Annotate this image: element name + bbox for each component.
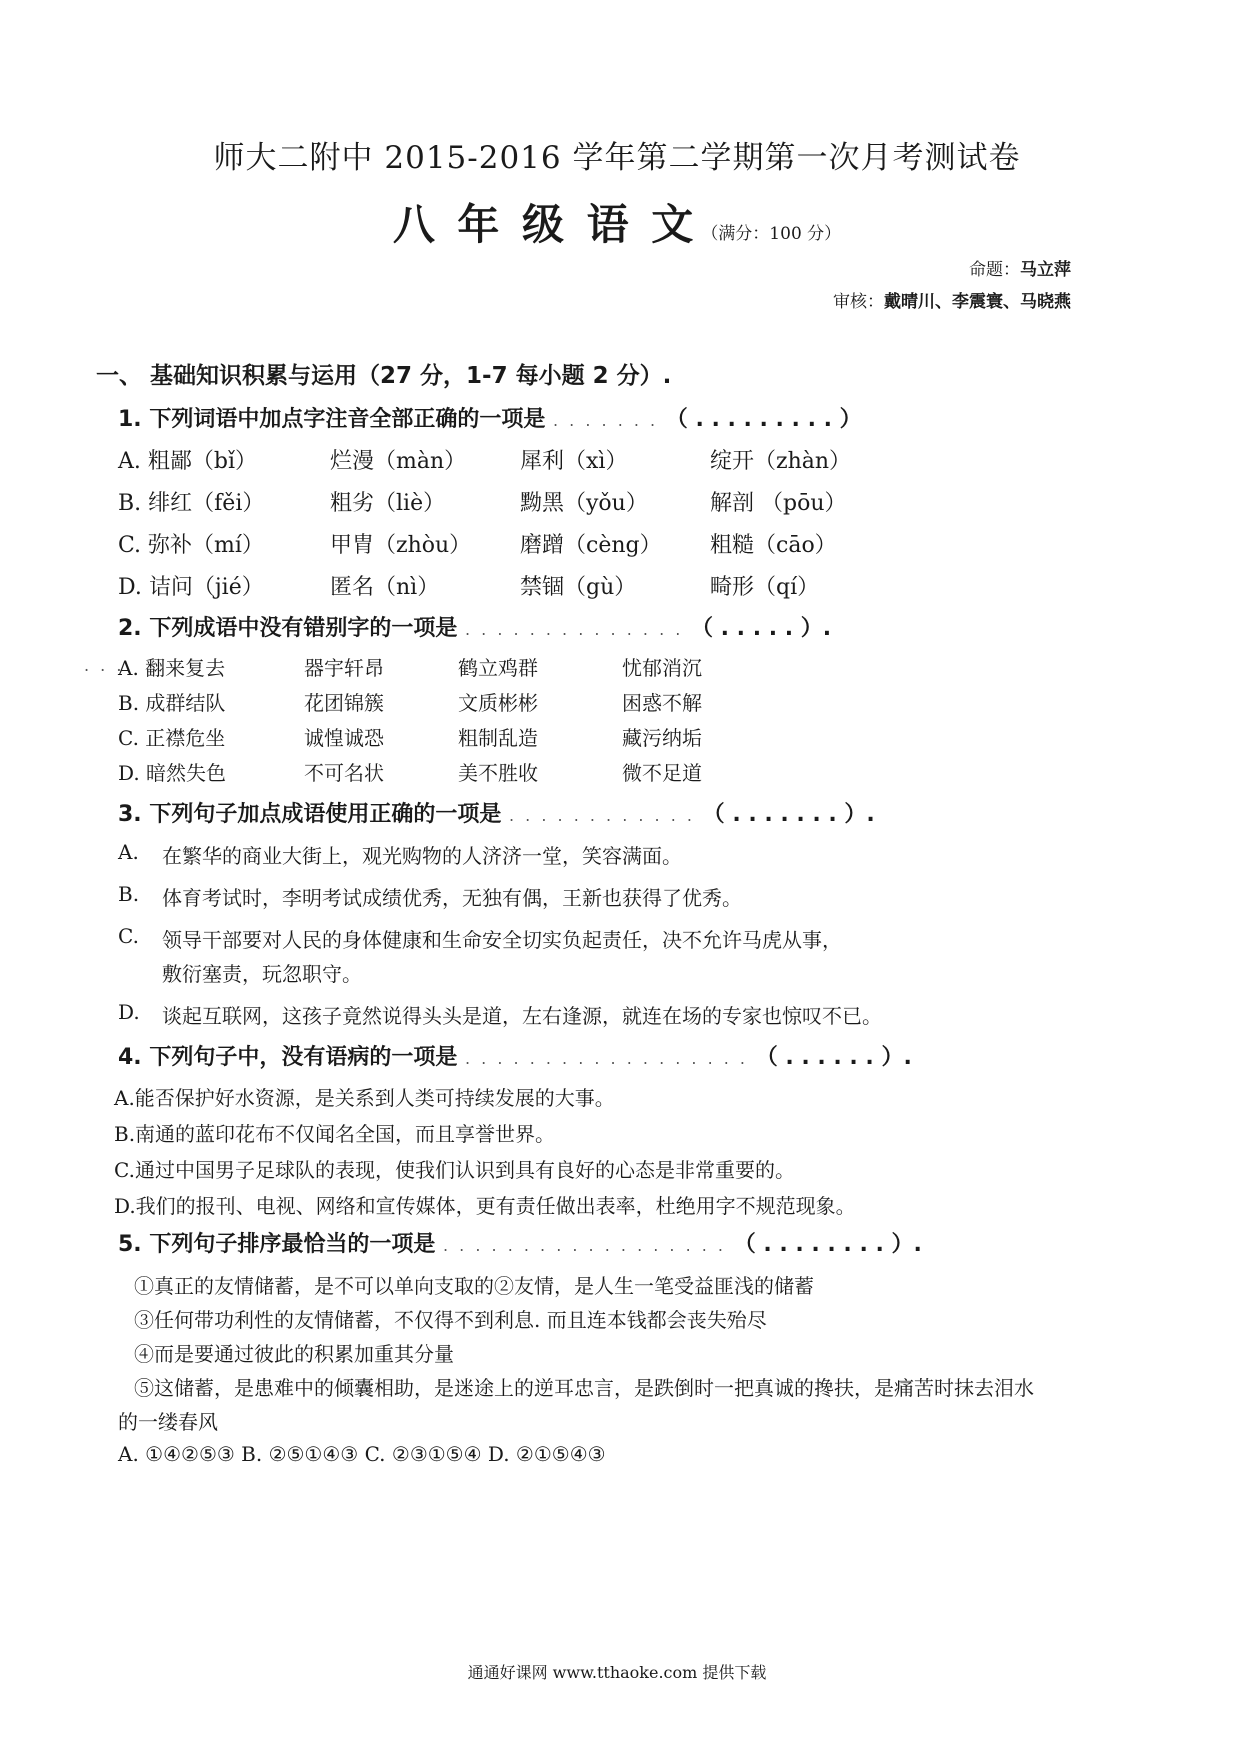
- q2-option: 美不胜收: [458, 761, 538, 785]
- question-4-options: [114, 1082, 1114, 1222]
- question-1-stem: [118, 402, 862, 433]
- q2-option: A. 翻来复去: [118, 656, 226, 680]
- question-4-text: 4. 下列句子中，没有语病的一项是: [118, 1045, 458, 1070]
- question-5-text: 5. 下列句子排序最恰当的一项是: [118, 1232, 436, 1257]
- question-2-stem: [118, 611, 831, 642]
- q3-option-letter: B.: [118, 882, 140, 906]
- question-2-blank: （ . . . . . ）.: [691, 616, 832, 641]
- q1-option: A. 粗鄙（bǐ）: [118, 449, 257, 474]
- reviewer-names: 戴晴川、李震寰、马晓燕: [884, 292, 1071, 312]
- q4-option: C.通过中国男子足球队的表现，使我们认识到具有良好的心态是非常重要的。: [114, 1158, 795, 1182]
- question-3-blank: （ . . . . . . . ）.: [702, 802, 875, 827]
- q4-option: B.南通的蓝印花布不仅闻名全国，而且享誉世界。: [114, 1122, 556, 1146]
- q1-option: D. 诘问（jié）: [118, 575, 264, 600]
- q5-sentence: ④而是要通过彼此的积累加重其分量: [134, 1342, 454, 1366]
- q3-option-letter: C.: [118, 924, 139, 948]
- q3-option-text: 谈起互联网，这孩子竟然说得头头是道，左右逢源，就连在场的专家也惊叹不已。: [162, 1004, 882, 1028]
- q1-option: 畸形（qí）: [710, 575, 820, 600]
- q2-option: 粗制乱造: [458, 726, 538, 750]
- question-4-blank: （ . . . . . . ）.: [755, 1045, 912, 1070]
- question-5-leader: . . . . . . . . . . . . . . . . . .: [443, 1236, 727, 1255]
- question-1-options: [118, 444, 1118, 624]
- question-2-text: 2. 下列成语中没有错别字的一项是: [118, 616, 458, 641]
- q2-option: 不可名状: [304, 761, 384, 785]
- q1-option: 粗劣（liè）: [330, 491, 446, 516]
- q1-option: 粗糙（cāo）: [710, 533, 837, 558]
- q1-option: 黝黑（yǒu）: [520, 491, 648, 516]
- question-1-text: 1. 下列词语中加点字注音全部正确的一项是: [118, 407, 546, 432]
- author-label: 命题：: [969, 260, 1020, 280]
- q2-option: 花团锦簇: [304, 691, 384, 715]
- q5-answer-options: A. ①④②⑤③ B. ②⑤①④③ C. ②③①⑤④ D. ②①⑤④③: [118, 1442, 606, 1466]
- q1-option: 匿名（nì）: [330, 575, 440, 600]
- q2-option: 藏污纳垢: [622, 726, 702, 750]
- question-5-body: [118, 1270, 1118, 1490]
- q3-option-letter: D.: [118, 1000, 140, 1024]
- q2-option: B. 成群结队: [118, 691, 226, 715]
- author-name: 马立萍: [1020, 260, 1071, 280]
- question-5-blank: （ . . . . . . . . ）.: [733, 1232, 922, 1257]
- exam-school-title: 师大二附中 2015-2016 学年第二学期第一次月考测试卷: [213, 140, 1021, 176]
- page-footer: 通通好课网 www.tthaoke.com 提供下载: [467, 1663, 767, 1682]
- score-note: （满分：100 分）: [701, 224, 842, 244]
- q1-option: 犀利（xì）: [520, 449, 628, 474]
- question-2-options: [84, 652, 1084, 792]
- question-5-stem: [118, 1227, 922, 1258]
- q2-option: C. 正襟危坐: [118, 726, 226, 750]
- q3-option-text: 在繁华的商业大街上，观光购物的人济济一堂，笑容满面。: [162, 844, 682, 868]
- question-4-stem: [118, 1040, 912, 1071]
- question-3-text: 3. 下列句子加点成语使用正确的一项是: [118, 802, 502, 827]
- q1-option: 禁锢（gù）: [520, 575, 637, 600]
- q2-option: 鹤立鸡群: [458, 656, 538, 680]
- question-4-leader: . . . . . . . . . . . . . . . . . .: [465, 1049, 749, 1068]
- q3-option-text: 体育考试时，李明考试成绩优秀，无独有偶，王新也获得了优秀。: [162, 886, 742, 910]
- question-1-blank: （ . . . . . . . . . ）: [665, 407, 862, 432]
- q1-option: 甲胄（zhòu）: [330, 533, 472, 558]
- question-1-leader: . . . . . . .: [553, 411, 659, 430]
- q4-option: D.我们的报刊、电视、网络和宣传媒体，更有责任做出表率，杜绝用字不规范现象。: [114, 1194, 856, 1218]
- section-heading: 一、 基础知识积累与运用（27 分，1-7 每小题 2 分）.: [96, 363, 672, 389]
- reviewer-label: 审核：: [833, 292, 884, 312]
- q3-option-text-cont: 敷衍塞责，玩忽职守。: [162, 962, 362, 986]
- author-line: [969, 255, 1071, 280]
- q5-sentence: ③任何带功利性的友情储蓄，不仅得不到利息. 而且连本钱都会丧失殆尽: [134, 1308, 767, 1332]
- exam-main-title: 八 年 级 语 文: [392, 200, 698, 249]
- q1-option: 磨蹭（cèng）: [520, 533, 662, 558]
- q3-option-letter: A.: [118, 840, 139, 864]
- q3-option-text: 领导干部要对人民的身体健康和生命安全切实负起责任，决不允许马虎从事，: [162, 928, 842, 952]
- q1-option: 烂漫（màn）: [330, 449, 467, 474]
- question-3-stem: [118, 797, 875, 828]
- q2-option: 器宇轩昂: [304, 656, 384, 680]
- q2-lead-dots: . . .: [84, 656, 125, 675]
- q2-option: 文质彬彬: [458, 691, 538, 715]
- q1-option: B. 绯红（fěi）: [118, 491, 265, 516]
- question-3-options: [118, 840, 1118, 1030]
- q2-option: 诚惶诚恐: [304, 726, 384, 750]
- q1-option: C. 弥补（mí）: [118, 533, 264, 558]
- q5-sentence-cont: 的一缕春风: [118, 1410, 218, 1434]
- q1-option: 解剖 （pōu）: [710, 491, 847, 516]
- q2-option: D. 暗然失色: [118, 761, 227, 785]
- exam-title-row: [0, 192, 1234, 252]
- q4-option: A.能否保护好水资源，是关系到人类可持续发展的大事。: [114, 1086, 615, 1110]
- q2-option: 困惑不解: [622, 691, 702, 715]
- question-3-leader: . . . . . . . . . . . .: [509, 806, 695, 825]
- q5-sentence: ①真正的友情储蓄，是不可以单向支取的②友情，是人生一笔受益匪浅的储蓄: [134, 1274, 814, 1298]
- question-2-leader: . . . . . . . . . . . . . .: [465, 620, 684, 639]
- q2-option: 微不足道: [622, 761, 702, 785]
- reviewer-line: [833, 287, 1071, 312]
- q2-option: 忧郁消沉: [622, 656, 702, 680]
- q5-sentence: ⑤这储蓄，是患难中的倾囊相助，是迷途上的逆耳忠言，是跌倒时一把真诚的搀扶，是痛苦时抹去泪水: [134, 1376, 1034, 1400]
- q1-option: 绽开（zhàn）: [710, 449, 852, 474]
